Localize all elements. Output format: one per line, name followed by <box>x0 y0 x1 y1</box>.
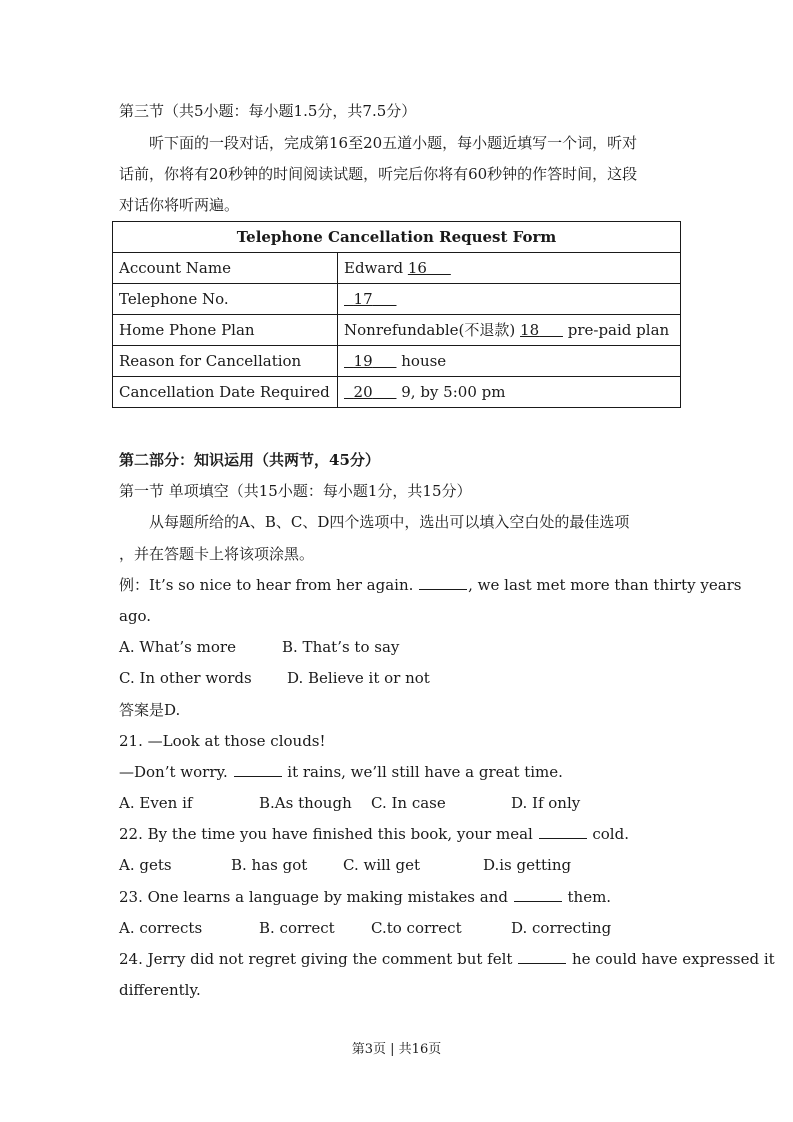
question-option: C. In case <box>371 794 446 812</box>
form-row-value <box>338 284 681 315</box>
form-row <box>113 253 681 284</box>
question-option: B.As though <box>259 794 352 812</box>
question-option: C.to correct <box>371 919 462 937</box>
section3-instruction-line: 对话你将听两遍。 <box>119 196 240 214</box>
question-stem-continued: differently. <box>119 981 201 999</box>
question-stem: 23. One learns a language by making mistakes and them. <box>119 888 612 906</box>
example-stem-continued: ago. <box>119 607 152 625</box>
form-row-label: Telephone No. <box>113 284 338 315</box>
question-option: D. If only <box>511 794 581 812</box>
question-option: D. correcting <box>511 919 612 937</box>
form-title: Telephone Cancellation Request Form <box>113 222 681 253</box>
part2-instruction-line: 从每题所给的A、B、C、D四个选项中，选出可以填入空白处的最佳选项 <box>149 513 630 531</box>
example-option: A. What’s more <box>119 638 236 656</box>
form-row-value: Nonrefundable(不退款) 18 pre-paid plan <box>338 315 681 346</box>
answer-blank <box>234 762 282 777</box>
answer-blank <box>518 949 566 964</box>
section3-instruction-line: 话前，你将有20秒钟的时间阅读试题，听完后你将有60秒钟的作答时间，这段 <box>119 165 638 183</box>
answer-blank <box>514 887 562 902</box>
question-stem: 22. By the time you have finished this book, your meal cold. <box>119 825 629 843</box>
example-stem: 例：It’s so nice to hear from her again. , we last met more than thirty years <box>119 576 742 594</box>
form-row-value: Edward 16 <box>338 253 681 284</box>
question-option: A. Even if <box>119 794 193 812</box>
telephone-cancellation-form <box>112 221 681 408</box>
example-option: B. That’s to say <box>282 638 400 656</box>
example-option: D. Believe it or not <box>287 669 430 687</box>
form-row-label: Account Name <box>113 253 338 284</box>
answer-blank: 17 <box>353 290 373 308</box>
answer-blank: 16 <box>407 259 427 277</box>
question-stem: 21. —Look at those clouds! <box>119 732 326 750</box>
section3-instruction-line: 听下面的一段对话，完成第16至20五道小题，每小题近填写一个词，听对 <box>149 134 638 152</box>
form-title-row <box>113 222 681 253</box>
answer-blank: 19 <box>353 352 373 370</box>
question-option: D.is getting <box>483 856 572 874</box>
section3-heading: 第三节（共5小题：每小题1.5分，共7.5分） <box>119 102 417 120</box>
answer-blank: 20 <box>353 383 373 401</box>
answer-blank <box>539 824 587 839</box>
form-row <box>113 377 681 408</box>
form-row-label: Cancellation Date Required <box>113 377 338 408</box>
form-row-label: Home Phone Plan <box>113 315 338 346</box>
question-option: B. has got <box>231 856 308 874</box>
form-row-value: 20 9, by 5:00 pm <box>338 377 681 408</box>
answer-blank: 18 <box>520 321 540 339</box>
question-option: A. corrects <box>119 919 203 937</box>
example-answer: 答案是D. <box>119 701 181 719</box>
part2-heading: 第二部分：知识运用（共两节，45分） <box>119 451 380 469</box>
question-option: C. will get <box>343 856 420 874</box>
question-stem: 24. Jerry did not regret giving the comment but felt he could have expressed it <box>119 950 775 968</box>
answer-blank <box>419 575 467 590</box>
question-option: A. gets <box>119 856 172 874</box>
question-stem: —Don’t worry. it rains, we’ll still have a great time. <box>119 763 563 781</box>
question-option: B. correct <box>259 919 335 937</box>
part2-section1-heading: 第一节 单项填空（共15小题：每小题1分，共15分） <box>119 482 472 500</box>
form-row-value: 19 house <box>338 346 681 377</box>
example-option: C. In other words <box>119 669 252 687</box>
form-row <box>113 346 681 377</box>
page-footer: 第3页 | 共16页 <box>351 1042 442 1057</box>
form-row <box>113 315 681 346</box>
part2-instruction-line: ，并在答题卡上将该项涂黑。 <box>119 545 315 563</box>
form-row-label: Reason for Cancellation <box>113 346 338 377</box>
form-row <box>113 284 681 315</box>
